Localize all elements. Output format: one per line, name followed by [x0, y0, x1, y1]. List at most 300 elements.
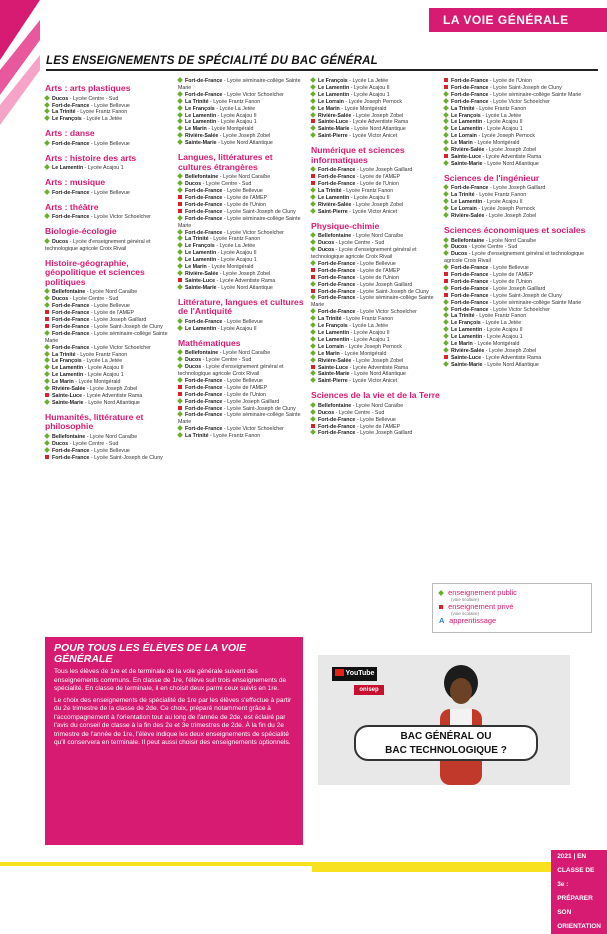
- school-city: Fort-de-France: [185, 208, 223, 215]
- school-entry: Le Lamentin - Lycée Acajou 1: [178, 257, 308, 264]
- school-city: Le François: [52, 358, 82, 365]
- school-entry: Fort-de-France - Lycée Victor Schoelcher: [311, 309, 441, 316]
- diamond-icon: [177, 425, 183, 431]
- school-entry: Le Lamentin - Lycée Acajou II: [311, 85, 441, 92]
- diamond-icon: [177, 318, 183, 324]
- school-city: Fort-de-France: [451, 265, 489, 272]
- school-city: Le Lamentin: [185, 119, 217, 126]
- school-name: Lycée de l'Union: [493, 78, 532, 84]
- school-name: Lycée Frantz Fanon: [80, 109, 128, 116]
- school-name: Lycée Frantz Fanon: [346, 316, 394, 323]
- school-entry: Le Lamentin - Lycée Acajou 1: [444, 126, 589, 133]
- info-box-paragraph-1: Tous les élèves de 1re et de terminale de la voie générale suivent des enseignements communs. En classe de 1re, l'élève suit trois enseignements de spécialité. En classe de terminale, il en choisit deux parmi ceux suivis en 1re.: [54, 668, 287, 692]
- school-entry: Le Lorrain - Lycée Joseph Pernock: [444, 133, 589, 140]
- diamond-icon: [44, 358, 50, 364]
- school-city: Le Lamentin: [318, 91, 350, 98]
- diamond-icon: [310, 105, 316, 111]
- diamond-icon: [443, 105, 449, 111]
- school-city: Le François: [185, 105, 215, 112]
- speciality-heading: Arts : danse: [45, 128, 95, 139]
- diamond-icon: [310, 126, 316, 132]
- school-city: Le François: [451, 112, 481, 119]
- school-city: Fort-de-France: [318, 274, 356, 281]
- school-name: Lycée Joseph Zobel: [356, 201, 404, 208]
- school-name: Lycée Acajou II: [220, 112, 257, 119]
- school-city: Ducos: [318, 409, 335, 416]
- diamond-icon: [310, 232, 316, 238]
- diamond-icon: [443, 306, 449, 312]
- school-city: La Trinité: [185, 236, 209, 243]
- school-entry: Fort-de-France - Lycée Saint-Joseph de Cluny: [311, 289, 441, 296]
- school-name: Lycée Frantz Fanon: [213, 433, 261, 440]
- school-entry: Ducos - Lycée Centre - Sud: [45, 296, 175, 303]
- school-name: Lycée Joseph Zobel: [223, 270, 271, 277]
- school-entry: Fort-de-France - Lycée de l'Union: [444, 78, 589, 85]
- school-city: Bellefontaine: [185, 350, 219, 357]
- school-name: Lycée de l'Union: [227, 201, 266, 208]
- school-name: Lycée Nord Atlantique: [354, 371, 406, 378]
- school-city: Fort-de-France: [318, 423, 356, 430]
- school-city: Ducos: [185, 181, 202, 188]
- diamond-icon: [44, 238, 50, 244]
- school-name: Lycée Bellevue: [94, 140, 130, 147]
- school-entry: Fort-de-France - Lycée Joseph Gaillard: [45, 317, 175, 324]
- school-entry: Sainte-Luce - Lycée Adventiste Rama: [45, 393, 175, 400]
- school-city: Fort-de-France: [52, 189, 90, 196]
- diamond-icon: [310, 315, 316, 321]
- school-name: Lycée Bellevue: [94, 447, 130, 454]
- school-entry: Ducos - Lycée Centre - Sud: [178, 357, 308, 364]
- school-entry: Fort-de-France - Lycée Victor Schoelcher: [45, 345, 175, 352]
- school-city: La Trinité: [451, 313, 475, 320]
- school-name: Lycée Acajou 1: [353, 91, 390, 98]
- speciality-heading: Sciences de la vie et de la Terre: [311, 390, 440, 401]
- school-name: Lycée Montgérald: [211, 126, 254, 133]
- diamond-icon: [310, 350, 316, 356]
- school-city: La Trinité: [451, 105, 475, 112]
- speciality-heading: Numérique et sciences informatiques: [311, 145, 405, 165]
- school-name: Lycée Acajou II: [220, 250, 257, 257]
- diamond-icon: [443, 313, 449, 319]
- diamond-icon: [443, 132, 449, 138]
- school-name: Lycée Frantz Fanon: [346, 188, 394, 195]
- diamond-icon: [44, 95, 50, 101]
- school-name: Lycée Victor Schoelcher: [493, 306, 550, 313]
- school-entry: Le François - Lycée La Jetée: [45, 358, 175, 365]
- school-city: Ducos: [185, 364, 202, 371]
- school-name: Lycée Adventiste Rama: [485, 153, 542, 160]
- school-entry: Ducos - Lycée d'enseignement général et technologique agricole Croix Rivail: [311, 247, 417, 260]
- school-entry: Le Marin - Lycée Montgérald: [178, 126, 308, 133]
- school-entry: La Trinité - Lycée Frantz Fanon: [444, 106, 589, 113]
- school-name: Lycée Joseph Pernock: [481, 206, 536, 213]
- school-entry: Rivière-Salée - Lycée Joseph Zobel: [311, 202, 441, 209]
- school-entry: Fort-de-France - Lycée Bellevue: [45, 448, 175, 455]
- school-name: Lycée de l'AMEP: [360, 267, 401, 274]
- diamond-icon: [443, 250, 449, 256]
- school-city: Rivière-Salée: [451, 147, 485, 154]
- school-city: Le François: [318, 78, 348, 84]
- school-entry: Sainte-Marie - Lycée Nord Atlantique: [45, 400, 175, 407]
- school-city: Sainte-Luce: [318, 364, 349, 371]
- school-name: Lycée Joseph Gaillard: [360, 281, 413, 288]
- school-city: Fort-de-France: [52, 140, 90, 147]
- school-name: Lycée Saint-Joseph de Cluny: [360, 288, 429, 295]
- school-name: Lycée Adventiste Rama: [352, 119, 409, 126]
- diamond-icon: [44, 102, 50, 108]
- school-city: Ducos: [52, 238, 69, 245]
- diamond-icon: [44, 164, 50, 170]
- school-city: Le François: [318, 323, 348, 330]
- school-name: Lycée Bellevue: [360, 260, 396, 267]
- school-name: Lycée d'enseignement général et technologique agricole Croix Rivail: [45, 238, 151, 252]
- school-name: Lycée La Jetée: [352, 78, 389, 84]
- school-city: Le Lamentin: [185, 257, 217, 264]
- school-entry: Fort-de-France - Lycée de l'AMEP: [178, 195, 308, 202]
- diamond-icon: [310, 260, 316, 266]
- school-city: Fort-de-France: [185, 377, 223, 384]
- person-illustration: [426, 661, 496, 785]
- speciality-heading: Sciences de l'ingénieur: [444, 172, 540, 183]
- school-name: Lycée La Jetée: [352, 323, 389, 330]
- apprentice-letter-icon: A: [439, 616, 445, 625]
- school-entry: Le Lamentin - Lycée Acajou 1: [178, 119, 308, 126]
- school-entry: Sainte-Marie - Lycée Nord Atlantique: [444, 362, 589, 369]
- school-name: Lycée Montgérald: [344, 350, 387, 357]
- school-name: Lycée séminaire-collège Sainte Marie: [178, 78, 301, 91]
- legend-private-sub: (voie scolaire): [451, 611, 480, 616]
- school-name: Lycée Saint-Joseph de Cluny: [94, 323, 163, 330]
- school-entry: Rivière-Salée - Lycée Joseph Zobel: [311, 358, 441, 365]
- school-name: Lycée Victor Anicet: [352, 378, 398, 385]
- square-icon: [178, 385, 182, 389]
- school-entry: Fort-de-France - Lycée Bellevue: [444, 265, 589, 272]
- school-name: Lycée de l'AMEP: [493, 272, 534, 279]
- school-entry: Le Marin - Lycée Montgérald: [45, 379, 175, 386]
- speciality-heading: Arts : musique: [45, 177, 106, 188]
- school-name: Lycée de l'Union: [493, 278, 532, 285]
- school-city: Ducos: [451, 244, 468, 251]
- diamond-icon: [438, 590, 444, 596]
- onisep-logo: onisep: [354, 685, 384, 695]
- diamond-icon: [44, 447, 50, 453]
- school-city: Fort-de-France: [185, 384, 223, 391]
- school-entry: Le Marin - Lycée Montgérald: [444, 140, 589, 147]
- diamond-icon: [310, 308, 316, 314]
- school-entry: Bellefontaine - Lycée Nord Caraïbe: [45, 434, 175, 441]
- school-name: Lycée séminaire-collège Sainte Marie: [45, 330, 168, 344]
- school-name: Lycée Nord Atlantique: [354, 126, 406, 133]
- diamond-icon: [310, 98, 316, 104]
- school-entry: Fort-de-France - Lycée séminaire-collège Sainte Marie: [178, 215, 301, 229]
- school-entry: Fort-de-France - Lycée séminaire-collège Sainte Marie: [444, 300, 589, 307]
- diamond-icon: [44, 440, 50, 446]
- school-entry: Sainte-Marie - Lycée Nord Atlantique: [311, 371, 441, 378]
- school-name: Lycée de l'AMEP: [227, 384, 268, 391]
- school-entry: Rivière-Salée - Lycée Joseph Zobel: [178, 271, 308, 278]
- speciality-heading: Histoire-géographie, géopolitique et sciences politiques: [45, 257, 145, 287]
- diamond-icon: [443, 98, 449, 104]
- school-entry: Fort-de-France - Lycée de l'Union: [311, 275, 441, 282]
- school-name: Lycée séminaire-collège Sainte Marie: [493, 91, 582, 98]
- speciality-heading: Langues, littératures et cultures étrangères: [178, 152, 273, 172]
- diamond-icon: [310, 371, 316, 377]
- school-name: Lycée La Jetée: [485, 320, 522, 327]
- section-banner: LA VOIE GÉNÉRALE: [429, 8, 607, 32]
- school-city: Fort-de-France: [185, 318, 223, 325]
- school-entry: Le Lamentin - Lycée Acajou II: [444, 119, 589, 126]
- school-name: Lycée Bellevue: [94, 189, 130, 196]
- school-entry: Fort-de-France - Lycée Victor Schoelcher: [178, 426, 308, 433]
- school-city: Rivière-Salée: [185, 270, 219, 277]
- school-city: Fort-de-France: [451, 292, 489, 299]
- school-name: Lycée Nord Caraïbe: [222, 174, 271, 181]
- diamond-icon: [310, 91, 316, 97]
- square-icon: [311, 174, 315, 178]
- school-name: Lycée Victor Schoelcher: [227, 91, 284, 98]
- school-name: Lycée Nord Atlantique: [221, 140, 273, 147]
- speech-bubble: [354, 725, 538, 761]
- school-entry: Bellefontaine - Lycée Nord Caraïbe: [178, 174, 308, 181]
- decorative-stripes: [0, 0, 40, 130]
- school-city: Fort-de-France: [451, 285, 489, 292]
- school-city: Sainte-Marie: [185, 284, 217, 291]
- speciality-heading: Littérature, langues et cultures de l'Antiquité: [178, 296, 304, 317]
- school-entry: Fort-de-France - Lycée Bellevue: [178, 378, 308, 385]
- school-name: Lycée Centre - Sud: [72, 296, 119, 303]
- square-icon: [45, 310, 49, 314]
- school-entry: Rivière-Salée - Lycée Joseph Zobel: [444, 147, 589, 154]
- school-entry: Le Lamentin - Lycée Acajou II: [444, 199, 589, 206]
- school-entry: Fort-de-France - Lycée de l'Union: [178, 202, 308, 209]
- school-entry: Fort-de-France - Lycée de l'AMEP: [311, 424, 441, 431]
- school-entry: Fort-de-France - Lycée Saint-Joseph de Cluny: [178, 406, 308, 413]
- school-city: Fort-de-France: [185, 426, 223, 433]
- school-city: Fort-de-France: [451, 78, 489, 84]
- column-2: [178, 78, 308, 440]
- diamond-icon: [177, 356, 183, 362]
- school-name: Lycée Nord Caraïbe: [89, 289, 138, 296]
- square-icon: [178, 209, 182, 213]
- diamond-icon: [310, 84, 316, 90]
- square-icon: [178, 392, 182, 396]
- diamond-icon: [310, 295, 316, 301]
- school-entry: Fort-de-France - Lycée de l'AMEP: [311, 174, 441, 181]
- school-entry: Fort-de-France - Lycée Bellevue: [45, 141, 175, 148]
- school-name: Lycée Joseph Zobel: [489, 147, 537, 154]
- school-entry: Fort-de-France - Lycée Bellevue: [45, 190, 175, 197]
- school-city: Fort-de-France: [52, 317, 90, 324]
- school-city: Le Marin: [318, 350, 340, 357]
- school-city: Fort-de-France: [185, 405, 223, 412]
- school-city: Fort-de-France: [52, 214, 90, 221]
- school-city: Le Marin: [185, 264, 207, 271]
- legend-public: enseignement public: [439, 588, 585, 597]
- diamond-icon: [443, 285, 449, 291]
- school-name: Lycée Bellevue: [94, 303, 130, 310]
- school-entry: Saint-Pierre - Lycée Victor Anicet: [311, 378, 441, 385]
- school-city: Sainte-Marie: [318, 126, 350, 133]
- diamond-icon: [177, 256, 183, 262]
- school-name: Lycée Frantz Fanon: [479, 192, 527, 199]
- school-entry: Le François - Lycée La Jetée: [311, 323, 441, 330]
- school-name: Lycée Saint-Joseph de Cluny: [493, 292, 562, 299]
- square-icon: [311, 424, 315, 428]
- diamond-icon: [310, 402, 316, 408]
- school-name: Lycée Acajou II: [486, 327, 523, 334]
- school-name: Lycée Victor Anicet: [352, 208, 398, 215]
- school-entry: Fort-de-France - Lycée Saint-Joseph de Cluny: [178, 209, 308, 216]
- school-city: La Trinité: [318, 316, 342, 323]
- school-name: Lycée Acajou II: [486, 199, 523, 206]
- diamond-icon: [177, 363, 183, 369]
- diamond-icon: [310, 281, 316, 287]
- diamond-icon: [443, 326, 449, 332]
- school-city: Sainte-Marie: [451, 361, 483, 368]
- diamond-icon: [44, 213, 50, 219]
- school-entry: Ducos - Lycée d'enseignement général et technologique agricole Croix Rivail: [178, 364, 284, 377]
- legend-public-sub: (voie scolaire): [451, 597, 480, 602]
- diamond-icon: [443, 126, 449, 132]
- school-city: Fort-de-France: [318, 309, 356, 316]
- diamond-icon: [177, 412, 183, 418]
- diamond-icon: [44, 330, 50, 336]
- school-entry: Fort-de-France - Lycée Victor Schoelcher: [178, 92, 308, 99]
- school-name: Lycée Frantz Fanon: [479, 105, 527, 112]
- diamond-icon: [443, 112, 449, 118]
- legend: [432, 583, 592, 633]
- school-name: Lycée Saint-Joseph de Cluny: [227, 208, 296, 215]
- school-city: Rivière-Salée: [451, 348, 485, 354]
- school-name: Lycée Saint-Joseph de Cluny: [493, 84, 562, 91]
- school-name: Lycée Joseph Gaillard: [360, 430, 413, 437]
- school-city: Fort-de-France: [318, 167, 356, 174]
- diamond-icon: [177, 398, 183, 404]
- school-entry: Sainte-Luce - Lycée Adventiste Rama: [444, 355, 589, 362]
- diamond-icon: [310, 167, 316, 173]
- school-city: Le Marin: [52, 379, 74, 386]
- speciality-heading: Physique-chimie: [311, 220, 380, 231]
- school-name: Lycée Adventiste Rama: [219, 277, 276, 284]
- school-entry: Le Lamentin - Lycée Acajou II: [444, 327, 589, 334]
- diamond-icon: [44, 365, 50, 371]
- square-icon: [178, 278, 182, 282]
- school-name: Lycée Nord Atlantique: [487, 361, 539, 368]
- school-city: Le François: [451, 320, 481, 327]
- school-name: Lycée La Jetée: [86, 116, 123, 123]
- school-entry: La Trinité - Lycée Frantz Fanon: [45, 352, 175, 359]
- school-city: Fort-de-France: [318, 281, 356, 288]
- column-1: [45, 78, 175, 462]
- column-4: [444, 78, 589, 369]
- school-entry: Le Lamentin - Lycée Acajou II: [311, 195, 441, 202]
- speciality-heading: Humanités, littérature et philosophie: [45, 411, 144, 432]
- diamond-icon: [310, 112, 316, 118]
- diamond-icon: [177, 325, 183, 331]
- diamond-icon: [310, 409, 316, 415]
- school-city: Ducos: [52, 95, 69, 102]
- info-box-paragraph-2: Le choix des enseignements de spécialité de 1re par les élèves s'effectue à partir du 2e trimestre de la classe de 2de. Ce choix, préparé notamment grâce à l'accompagnement à l'orientation tout au long de l'année de 2de, est éclairé par l'avis du conseil de classe à la fin des 2e et 3e trimestres de 2de. À la fin du 2e trimestre de l'année de 1re, l'élève indique les deux enseignements de spécialité qu'il conservera en terminale. Il peut aussi choisir des enseignements optionnels.: [54, 696, 292, 746]
- video-thumbnail[interactable]: [318, 655, 570, 785]
- diamond-icon: [44, 399, 50, 405]
- diamond-icon: [177, 187, 183, 193]
- bubble-line-1: BAC GÉNÉRAL OU: [400, 731, 492, 742]
- school-city: Fort-de-France: [318, 430, 356, 437]
- diamond-icon: [310, 246, 316, 252]
- diamond-icon: [177, 98, 183, 104]
- school-entry: Ducos - Lycée Centre - Sud: [45, 96, 175, 103]
- diamond-icon: [310, 194, 316, 200]
- school-city: Le Lorrain: [451, 133, 477, 140]
- school-city: Fort-de-France: [318, 181, 356, 188]
- school-entry: La Trinité - Lycée Frantz Fanon: [178, 236, 308, 243]
- school-entry: Le Lamentin - Lycée Acajou 1: [45, 165, 175, 172]
- square-icon: [444, 154, 448, 158]
- school-entry: Fort-de-France - Lycée Joseph Gaillard: [444, 286, 589, 293]
- school-entry: Sainte-Luce - Lycée Adventiste Rama: [311, 365, 441, 372]
- square-icon: [439, 605, 443, 609]
- diamond-icon: [177, 229, 183, 235]
- school-name: Lycée Frantz Fanon: [213, 236, 261, 243]
- school-name: Lycée Nord Caraïbe: [355, 402, 404, 409]
- school-entry: Le François - Lycée La Jetée: [444, 320, 589, 327]
- school-name: Lycée La Jetée: [485, 112, 522, 119]
- school-city: Fort-de-France: [52, 323, 90, 330]
- diamond-icon: [310, 357, 316, 363]
- diamond-icon: [177, 263, 183, 269]
- school-city: Fort-de-France: [52, 303, 90, 310]
- school-entry: Saint-Pierre - Lycée Victor Anicet: [311, 209, 441, 216]
- school-name: Lycée Acajou II: [220, 325, 257, 332]
- school-city: Le Lamentin: [451, 327, 483, 334]
- diamond-icon: [177, 112, 183, 118]
- school-city: Bellefontaine: [318, 233, 352, 240]
- school-name: Lycée Centre - Sud: [72, 95, 119, 102]
- school-entry: Bellefontaine - Lycée Nord Caraïbe: [45, 289, 175, 296]
- school-name: Lycée La Jetée: [219, 243, 256, 250]
- school-city: Fort-de-France: [52, 454, 90, 461]
- school-city: Fort-de-France: [451, 98, 489, 105]
- school-entry: Sainte-Marie - Lycée Nord Atlantique: [444, 161, 589, 168]
- school-entry: Ducos - Lycée Centre - Sud: [45, 441, 175, 448]
- school-entry: Fort-de-France - Lycée de l'Union: [311, 181, 441, 188]
- info-box-title: POUR TOUS LES ÉLÈVES DE LA VOIE GÉNÉRALE: [54, 642, 246, 665]
- school-entry: Le François - Lycée La Jetée: [444, 113, 589, 120]
- school-entry: Fort-de-France - Lycée Saint-Joseph de Cluny: [444, 85, 589, 92]
- diamond-icon: [177, 119, 183, 125]
- school-city: Fort-de-France: [318, 267, 356, 274]
- school-entry: Fort-de-France - Lycée Bellevue: [45, 103, 175, 110]
- diamond-icon: [310, 416, 316, 422]
- school-city: La Trinité: [52, 351, 76, 358]
- school-name: Lycée Adventiste Rama: [352, 364, 409, 371]
- school-entry: Fort-de-France - Lycée séminaire-collège Sainte Marie: [178, 412, 301, 426]
- info-box: [45, 637, 303, 845]
- school-entry: Fort-de-France - Lycée de l'AMEP: [45, 310, 175, 317]
- square-icon: [45, 324, 49, 328]
- speciality-heading: Mathématiques: [178, 337, 241, 348]
- speciality-heading: Arts : histoire des arts: [45, 152, 137, 163]
- school-name: Lycée Centre - Sud: [205, 181, 252, 188]
- school-entry: Le Lorrain - Lycée Joseph Pernock: [444, 206, 589, 213]
- diamond-icon: [443, 191, 449, 197]
- school-name: Lycée de l'AMEP: [360, 174, 401, 181]
- school-entry: Fort-de-France - Lycée Victor Schoelcher: [178, 230, 308, 237]
- square-icon: [311, 275, 315, 279]
- school-city: Le Lamentin: [52, 365, 84, 372]
- school-city: Rivière-Salée: [451, 213, 485, 219]
- school-city: Fort-de-France: [185, 391, 223, 398]
